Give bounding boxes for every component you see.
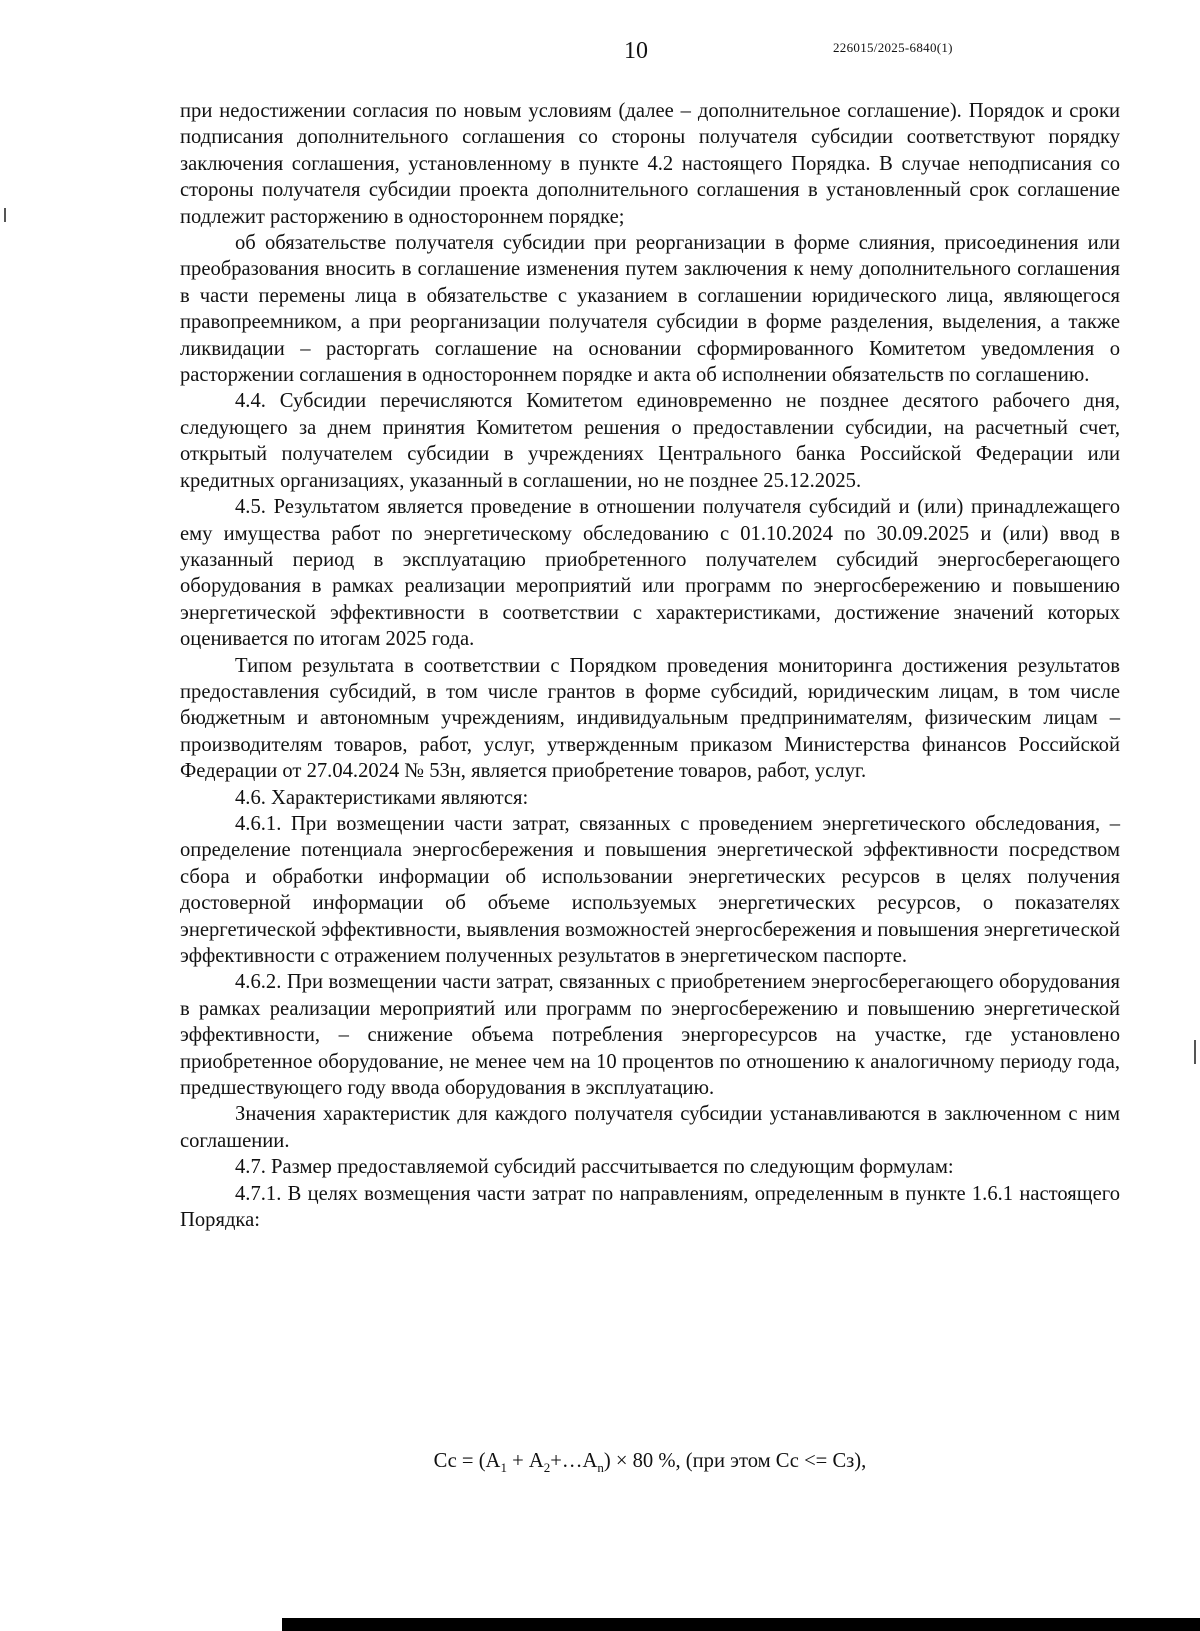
scan-mark-right — [1194, 1040, 1196, 1064]
subsidy-formula — [180, 1450, 1120, 1476]
document-body — [180, 98, 1120, 1233]
paragraph-4-6-1: 4.6.1. При возмещении части затрат, связанных с проведением энергетического обследования, – определение потенциала энергосбережения и повышения энергетической эффективности посредством сбора и обработки информации об использовании энергетических ресурсов в целях получения достоверной информации об объеме используемых энергетических ресурсов, о показателях энергетической эффективности, выявления возможностей энергосбережения и повышения энергетической эффективности с отражением полученных результатов в энергетическом паспорте. — [180, 812, 1120, 967]
paragraph-4-7-1: 4.7.1. В целях возмещения части затрат по направлениям, определенным в пункте 1.6.1 настоящего Порядка: — [180, 1182, 1120, 1232]
paragraph-result-type: Типом результата в соответствии с Порядком проведения мониторинга достижения результатов предоставления субсидий, в том числе грантов в форме субсидий, юридическим лицам, в том числе бюджетным и автономным учреждениям, индивидуальным предпринимателям, физическим лицам – производителям товаров, работ, услуг, утвержденным приказом Министерства финансов Российской Федерации от 27.04.2024 № 53н, является приобретение товаров, работ, услуг. — [180, 654, 1120, 783]
formula-sub-1: 1 — [500, 1460, 507, 1476]
paragraph-4-6-2: 4.6.2. При возмещении части затрат, связанных с приобретением энергосберегающего оборудования в рамках реализации мероприятий или программ по энергосбережению и повышению энергетической эффективности, – снижение объема потребления энергоресурсов на участке, где установлено приобретенное оборудование, не менее чем на 10 процентов по отношению к аналогичному периоду года, предшествующего году ввода оборудования в эксплуатацию. — [180, 971, 1120, 1100]
document-id: 226015/2025-6840(1) — [833, 40, 953, 55]
formula-rhs: ) × 80 %, (при этом Сс <= Сз), — [603, 1450, 867, 1472]
formula-sub-n: n — [597, 1460, 604, 1476]
formula-mid-1: + А — [506, 1450, 544, 1472]
paragraph-4-7: 4.7. Размер предоставляемой субсидий рассчитывается по следующим формулам: — [235, 1156, 954, 1179]
scan-mark-left — [4, 208, 6, 222]
formula-lhs: Сс = (А — [433, 1450, 501, 1472]
paragraph-characteristics-values: Значения характеристик для каждого получателя субсидии устанавливаются в заключенном с ним соглашении. — [180, 1103, 1120, 1152]
paragraph-4-6: 4.6. Характеристиками являются: — [235, 786, 529, 809]
paragraph-4-4: 4.4. Субсидии перечисляются Комитетом единовременно не позднее десятого рабочего дня, следующего за днем принятия Комитетом решения о предоставлении субсидии, на расчетный счет, открытый получателем субсидии в учреждениях Центрального банка Российской Федерации или кредитных организациях, указанный в соглашении, но не позднее 25.12.2025. — [180, 390, 1120, 492]
page-number: 10 — [624, 38, 648, 64]
paragraph-4-5: 4.5. Результатом является проведение в отношении получателя субсидий и (или) принадлежащего ему имущества работ по энергетическому обследованию с 01.10.2024 по 30.09.2025 и (или) ввод в указанный период в эксплуатацию приобретенного получателем субсидий энергосберегающего оборудования в рамках реализации мероприятий или программ по энергосбережению и повышению энергетической эффективности в соответствии с характеристиками, достижение значений которых оценивается по итогам 2025 года. — [180, 496, 1120, 651]
formula-mid-2: +…А — [550, 1450, 598, 1472]
scan-bottom-edge — [282, 1618, 1200, 1631]
formula-sub-2: 2 — [543, 1460, 551, 1476]
paragraph-2: об обязательстве получателя субсидии при реорганизации в форме слияния, присоединения или преобразования вносить в соглашение изменения путем заключения к нему дополнительного соглашения в части перемены лица в обязательстве с указанием в соглашении юридического лица, являющегося правопреемником, а при реорганизации получателя субсидии в форме разделения, выделения, а также ликвидации – расторгать соглашение на основании сформированного Комитетом уведомления о расторжении соглашения в одностороннем порядке и акта об исполнении обязательств по соглашению. — [180, 232, 1120, 387]
paragraph-1: при недостижении согласия по новым условиям (далее – дополнительное соглашение). Порядок и сроки подписания дополнительного соглашения со стороны получателя субсидии соответствуют порядку заключения соглашения, установленному в пункте 4.2 настоящего Порядка. В случае неподписания со стороны получателя субсидии проекта дополнительного соглашения в установленный срок соглашение подлежит расторжению в одностороннем порядке; — [180, 100, 1120, 228]
